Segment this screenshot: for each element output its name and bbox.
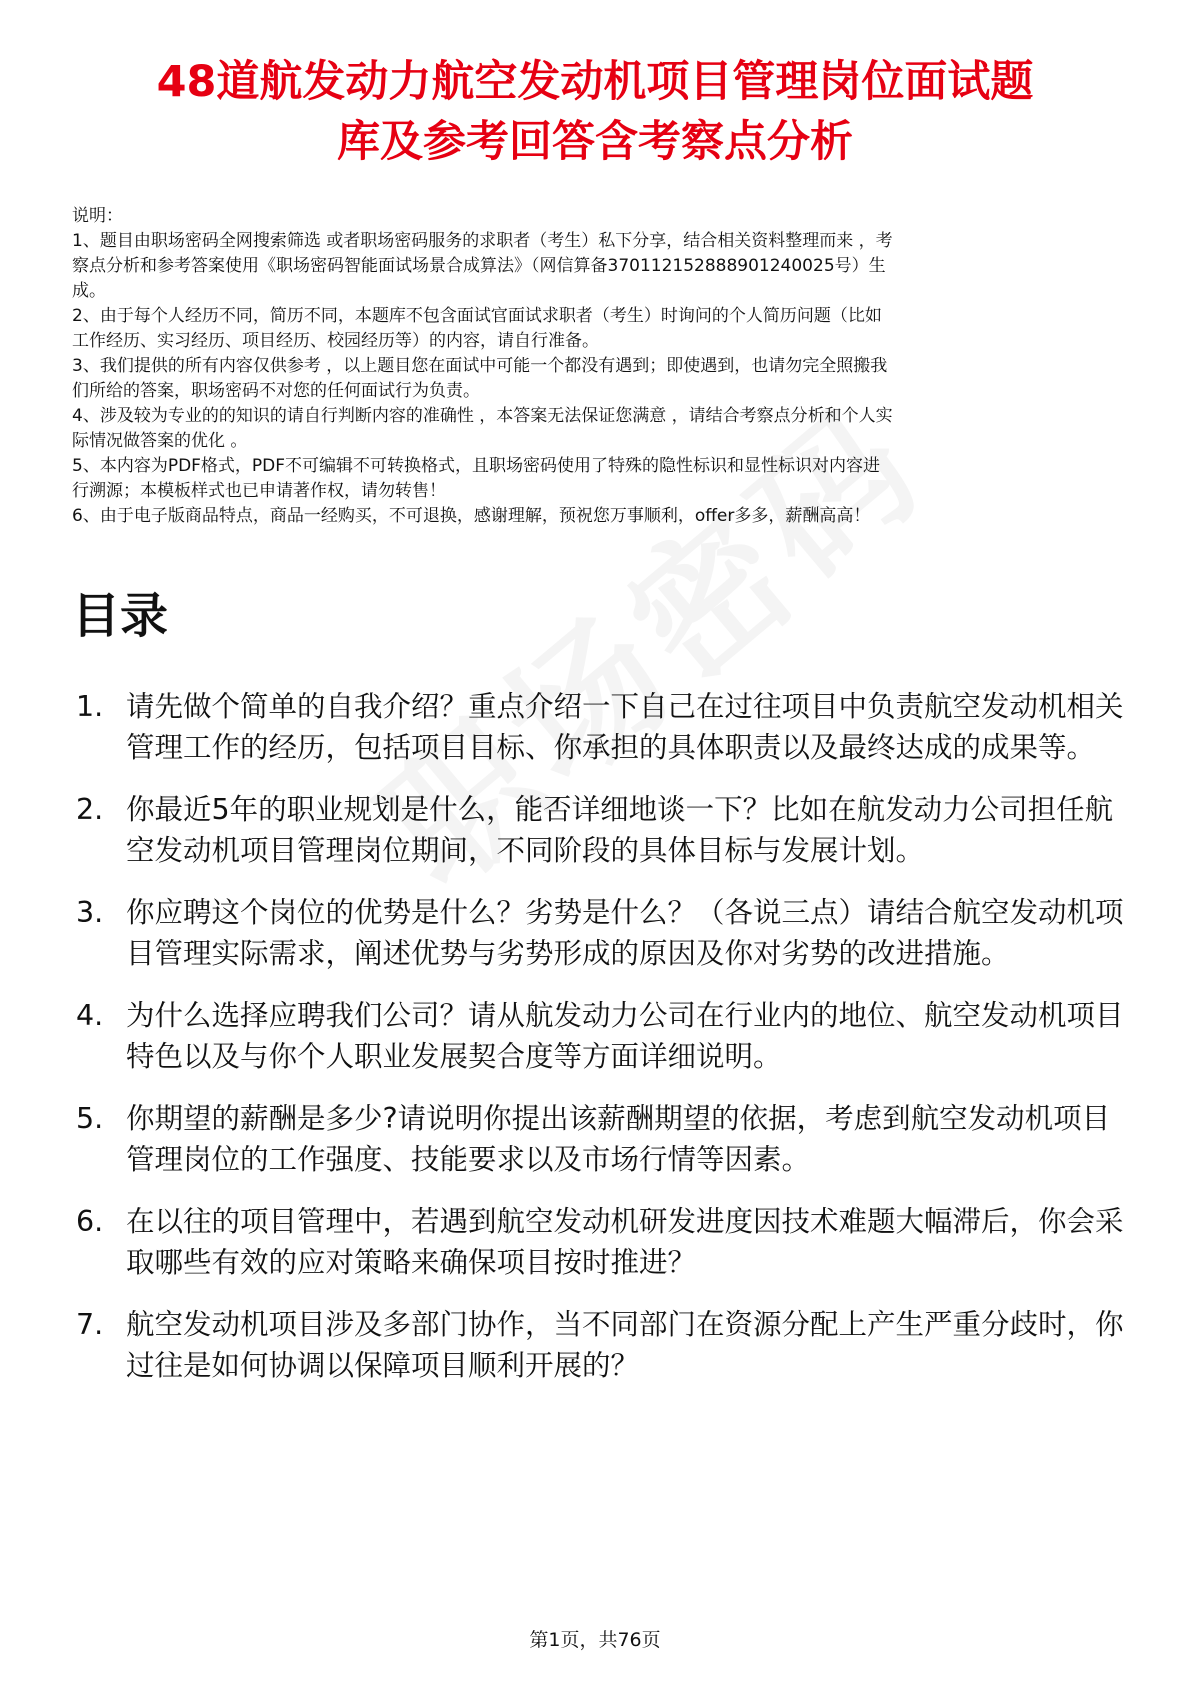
toc-item-text: 请先做个简单的自我介绍？重点介绍一下自己在过往项目中负责航空发动机相关管理工作的经历，包括项目目标、你承担的具体职责以及最终达成的成果等。 xyxy=(126,690,1124,764)
notes-line: 3、我们提供的所有内容仅供参考 ，以上题目您在面试中可能一个都没有遇到；即使遇到，也请勿完全照搬我 xyxy=(72,356,888,376)
notes-line: 5、本内容为PDF格式，PDF不可编辑不可转换格式，且职场密码使用了特殊的隐性标识和显性标识对内容进 xyxy=(72,456,881,476)
toc-heading: 目录 xyxy=(72,588,169,644)
toc-item[interactable] xyxy=(76,789,1126,871)
toc-item[interactable] xyxy=(76,995,1126,1077)
toc-item-number: 6. xyxy=(76,1205,104,1238)
toc-item[interactable] xyxy=(76,892,1126,974)
notes-line: 们所给的答案，职场密码不对您的任何面试行为负责。 xyxy=(72,381,480,401)
notes-line: 1、题目由职场密码全网搜索筛选 或者职场密码服务的求职者（考生）私下分享，结合相关资料整理而来 ，考 xyxy=(72,231,893,251)
toc-item-number: 1. xyxy=(76,690,104,723)
toc-item-number: 4. xyxy=(76,999,104,1032)
notes-line: 工作经历、实习经历、项目经历、校园经历等）的内容，请自行准备。 xyxy=(72,331,599,351)
page-title-line-2: 库及参考回答含考察点分析 xyxy=(337,117,853,167)
toc-item[interactable] xyxy=(76,1201,1126,1283)
toc-item-text: 你最近5年的职业规划是什么，能否详细地谈一下？比如在航发动力公司担任航空发动机项目管理岗位期间，不同阶段的具体目标与发展计划。 xyxy=(126,793,1114,867)
toc-item-text: 航空发动机项目涉及多部门协作，当不同部门在资源分配上产生严重分歧时，你过往是如何协调以保障项目顺利开展的？ xyxy=(126,1308,1124,1382)
notes-line: 察点分析和参考答案使用《职场密码智能面试场景合成算法》（网信算备370112152888901240025号）生 xyxy=(72,256,886,276)
notes-line: 6、由于电子版商品特点，商品一经购买，不可退换，感谢理解，预祝您万事顺利，offer多多，薪酬高高！ xyxy=(72,506,871,526)
toc-item-number: 7. xyxy=(76,1308,104,1341)
notes-line: 2、由于每个人经历不同，简历不同，本题库不包含面试官面试求职者（考生）时询问的个人简历问题（比如 xyxy=(72,306,882,326)
toc-item-text: 在以往的项目管理中，若遇到航空发动机研发进度因技术难题大幅滞后，你会采取哪些有效的应对策略来确保项目按时推进？ xyxy=(126,1205,1124,1279)
toc-item[interactable] xyxy=(76,1098,1126,1180)
toc-item[interactable] xyxy=(76,1304,1126,1386)
notes-line: 成。 xyxy=(72,281,106,301)
notes-section xyxy=(72,204,1122,529)
page-footer: 第1页，共76页 xyxy=(529,1629,661,1651)
notes-header: 说明： xyxy=(72,206,123,226)
toc-item-number: 5. xyxy=(76,1102,104,1135)
toc-item-number: 3. xyxy=(76,896,104,929)
toc-item-text: 为什么选择应聘我们公司？请从航发动力公司在行业内的地位、航空发动机项目特色以及与你个人职业发展契合度等方面详细说明。 xyxy=(126,999,1124,1073)
toc-item-number: 2. xyxy=(76,793,104,826)
toc-item[interactable] xyxy=(76,686,1126,768)
page-title xyxy=(60,52,1130,172)
toc-item-text: 你期望的薪酬是多少?请说明你提出该薪酬期望的依据，考虑到航空发动机项目管理岗位的工作强度、技能要求以及市场行情等因素。 xyxy=(126,1102,1111,1176)
toc-list xyxy=(76,686,1126,1407)
page-title-line-1: 48道航发动力航空发动机项目管理岗位面试题 xyxy=(156,57,1034,107)
notes-line: 4、涉及较为专业的的知识的请自行判断内容的准确性 ，本答案无法保证您满意 ，请结合考察点分析和个人实 xyxy=(72,406,893,426)
toc-item-text: 你应聘这个岗位的优势是什么？劣势是什么？（各说三点）请结合航空发动机项目管理实际需求，阐述优势与劣势形成的原因及你对劣势的改进措施。 xyxy=(126,896,1124,970)
notes-line: 行溯源；本模板样式也已申请著作权，请勿转售！ xyxy=(72,481,446,501)
notes-line: 际情况做答案的优化 。 xyxy=(72,431,248,451)
